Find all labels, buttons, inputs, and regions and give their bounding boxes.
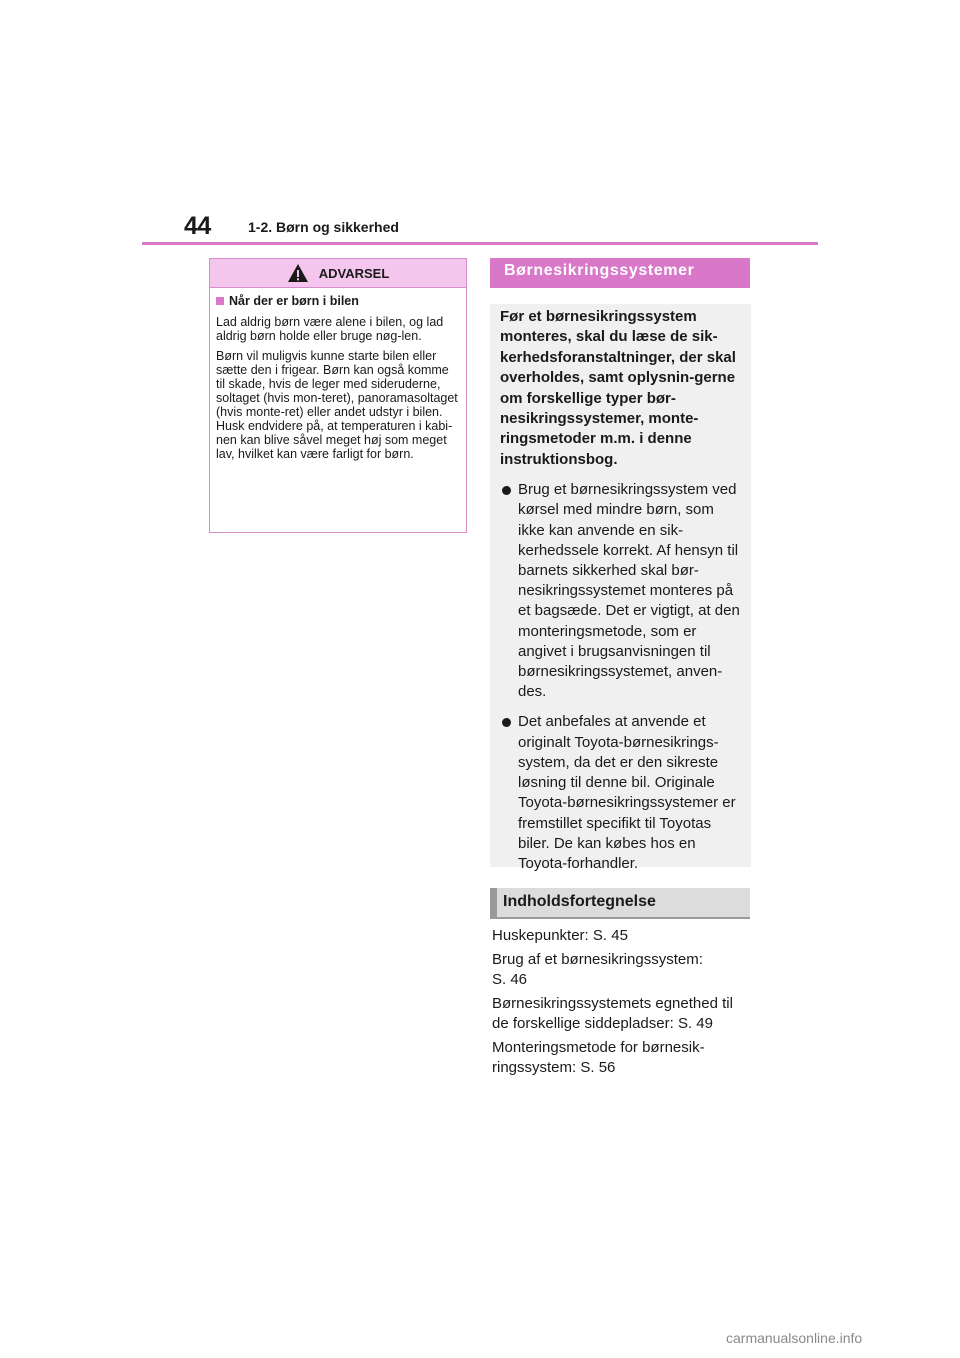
section-banner: Børnesikringssystemer [490, 258, 750, 288]
bullet-text: Det anbefales at anvende et originalt Toyota-børnesikrings-system, da det er den sikreste løsning til denne bil. Originale Toyota-børnesikringssystemer er fremstillet specifikt til Toyotas biler. De kan købes hos en Toyota-forhandler. [518, 713, 736, 872]
toc-item[interactable]: Monteringsmetode for børnesik- ringssystem: S. 56 [492, 1039, 705, 1076]
toc-list [492, 926, 752, 1082]
warning-triangle-icon [287, 263, 309, 283]
warning-heading-text: Når der er børn i bilen [229, 294, 359, 308]
toc-heading: Indholdsfortegnelse [490, 888, 750, 919]
bullet-dot-icon [502, 486, 511, 495]
info-box [490, 304, 751, 872]
warning-body [210, 288, 466, 461]
bullet-item [500, 712, 743, 874]
intro-text: Før et børnesikringssystem monteres, skal du læse de sik-kerhedsforanstaltninger, der skal overholdes, samt oplysnin-gerne om forskellige typer bør-nesikringssystemer, monte-ringsmetoder m.m. i denne instruktionsbog. [500, 308, 736, 468]
warning-paragraph-1: Lad aldrig børn være alene i bilen, og lad aldrig børn holde eller bruge nøg-len. [216, 315, 444, 343]
watermark: carmanualsonline.info [726, 1330, 863, 1346]
warning-header [210, 259, 466, 288]
bullet-item [500, 480, 743, 702]
page-number: 44 [184, 212, 211, 240]
section-title: 1-2. Børn og sikkerhed [248, 219, 399, 235]
header-rule [142, 242, 818, 245]
toc-item[interactable]: Huskepunkter: S. 45 [492, 927, 628, 944]
warning-paragraph-2: Børn vil muligvis kunne starte bilen eller sætte den i frigear. Børn kan også komme til skade, hvis de leger med sideruderne, soltaget (hvis mon-teret), panoramasoltaget (hvis monte-ret) eller andet udstyr i bilen. Husk endvidere på, at temperaturen i kabi-nen kan blive såvel meget høj som meget lav, hvilket kan være farligt for børn. [216, 349, 458, 461]
toc-item[interactable]: Brug af et børnesikringssystem: S. 46 [492, 951, 703, 988]
warning-box [209, 258, 467, 533]
bullet-text: Brug et børnesikringssystem ved kørsel med mindre børn, som ikke kan anvende en sik-kerhedssele korrekt. Af hensyn til barnets sikkerhed skal bør-nesikringssystemet monteres på et bagsæde. Det er vigtigt, at den monteringsmetode, som er angivet i brugsanvisningen til børnesikringssystemet, anven-des. [518, 481, 740, 701]
warning-heading [216, 294, 458, 308]
toc-item[interactable]: Børnesikringssystemets egnethed til de forskellige siddepladser: S. 49 [492, 995, 733, 1032]
bullet-dot-icon [502, 718, 511, 727]
warning-title: ADVARSEL [318, 265, 390, 281]
square-bullet-icon [216, 297, 224, 305]
